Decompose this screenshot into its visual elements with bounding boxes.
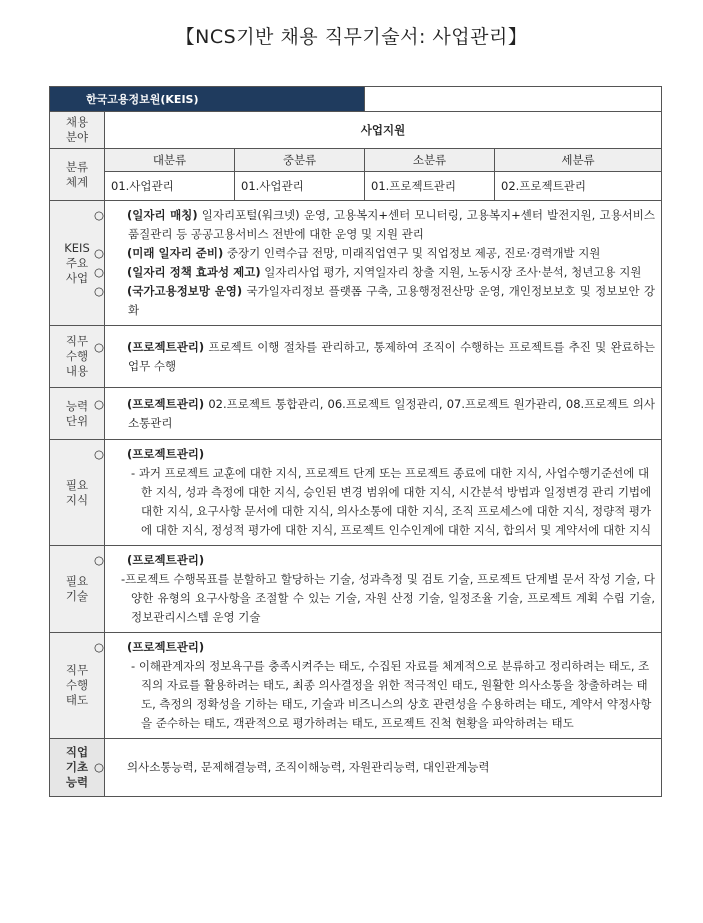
bullet-icon: ○ xyxy=(94,447,105,461)
knowledge-label: 필요 지식 xyxy=(50,440,105,546)
bullet-icon: ○ xyxy=(94,265,105,279)
competency-unit-label: 능력 단위 xyxy=(50,388,105,440)
classification-header-detail: 세분류 xyxy=(495,149,662,172)
knowledge-value: ○ (프로젝트관리) - 과거 프로젝트 교훈에 대한 지식, 프로젝트 단계 또는 프로젝트 종료에 대한 지식, 사업수행기준선에 대한 지식, 성과 측정에 대한 지식, 승인된 변경 범위에 대한 지식, 시간분석 방법과 일정변경 관리 기법에 대한 지식, 요구사항 문서에 대한 지식, 의사소통에 대한 지식, 조직 프로세스에 대한 지식, 정량적 평가에 대한 지식, 정성적 평가에 대한 지식, 프로젝트 인수인계에 대한 지식, 합의서 및 계약서에 대한 지식 xyxy=(105,440,662,546)
keis-business-row xyxy=(50,201,662,326)
bullet-icon: ○ xyxy=(94,396,105,411)
skills-value: ○ (프로젝트관리) -프로젝트 수행목표를 분할하고 할당하는 기술, 성과측정 및 검토 기술, 프로젝트 단계별 문서 작성 기술, 다양한 유형의 요구사항을 조절할 수 있는 기술, 자원 산정 기술, 일정조율 기술, 프로젝트 계획 수립 기술, 정보관리시스템 운영 기술 xyxy=(105,546,662,633)
skills-row xyxy=(50,546,662,633)
classification-value-detail: 02.프로젝트관리 xyxy=(495,172,662,201)
keis-business-item: ○ (미래 일자리 준비) 중장기 인력수급 전망, 미래직업연구 및 직업정보 제공, 진로·경력개발 지원 xyxy=(111,244,655,263)
field-row xyxy=(50,112,662,149)
job-description-table xyxy=(49,86,662,797)
keis-business-item: ○ (일자리 매칭) 일자리포털(워크넷) 운영, 고용복지+센터 모니터링, 고용복지+센터 발전지원, 고용서비스 품질관리 등 공공고용서비스 전반에 대한 운영 및 지원 관리 xyxy=(94,208,656,241)
bullet-icon: ○ xyxy=(94,339,105,354)
duty-content-value: ○ (프로젝트관리) 프로젝트 이행 절차를 관리하고, 통제하여 조직이 수행하는 프로젝트를 추진 및 완료하는 업무 수행 xyxy=(105,326,662,388)
competency-unit-row xyxy=(50,388,662,440)
org-header-blank xyxy=(365,87,662,112)
classification-header-minor: 소분류 xyxy=(365,149,495,172)
bullet-icon: ○ xyxy=(94,208,105,222)
skills-label: 필요 기술 xyxy=(50,546,105,633)
duty-content-label: 직무 수행 내용 xyxy=(50,326,105,388)
keis-business-content xyxy=(94,201,662,326)
knowledge-row xyxy=(50,440,662,546)
attitude-label: 직무 수행 태도 xyxy=(50,633,105,739)
keis-business-item: ○ (일자리 정책 효과성 제고) 일자리사업 평가, 지역일자리 창출 지원, 노동시장 조사·분석, 청년고용 지원 xyxy=(111,263,655,282)
attitude-value: ○ (프로젝트관리) - 이해관계자의 정보욕구를 충족시켜주는 태도, 수집된 자료를 체계적으로 분류하고 정리하려는 태도, 조직의 자료를 활용하려는 태도, 최종 의사결정을 위한 적극적인 태도, 원활한 의사소통을 창출하려는 태도, 측정의 정확성을 기하는 태도, 기술과 비즈니스의 상호 관련성을 수용하려는 태도, 계약서 약정사항을 준수하는 태도, 객관적으로 평가하려는 태도, 프로젝트 진척 현황을 파악하려는 태도 xyxy=(105,633,662,739)
field-value: 사업지원 xyxy=(105,112,662,149)
bullet-icon: ○ xyxy=(94,760,105,774)
basic-ability-row xyxy=(50,739,662,797)
duty-content-row xyxy=(50,326,662,388)
classification-label: 분류 체계 xyxy=(50,149,105,201)
keis-business-item: ○ (국가고용정보망 운영) 국가일자리정보 플랫폼 구축, 고용행정전산망 운영, 개인정보보호 및 정보보안 강화 xyxy=(94,284,656,317)
org-name: 한국고용정보원(KEIS) xyxy=(50,87,365,112)
classification-value-row xyxy=(50,172,662,201)
page-title: 【NCS기반 채용 직무기술서: 사업관리】 xyxy=(175,26,528,48)
classification-value-middle: 01.사업관리 xyxy=(235,172,365,201)
competency-unit-value: ○ (프로젝트관리) 02.프로젝트 통합관리, 06.프로젝트 일정관리, 07.프로젝트 원가관리, 08.프로젝트 의사소통관리 xyxy=(105,388,662,440)
classification-header-major: 대분류 xyxy=(105,149,235,172)
classification-value-minor: 01.프로젝트관리 xyxy=(365,172,495,201)
bullet-icon: ○ xyxy=(94,553,105,567)
field-label: 채용 분야 xyxy=(50,112,105,149)
bullet-icon: ○ xyxy=(94,640,105,654)
basic-ability-value: ○ 의사소통능력, 문제해결능력, 조직이해능력, 자원관리능력, 대인관계능력 xyxy=(105,739,662,797)
org-header-row xyxy=(50,87,662,112)
classification-header-middle: 중분류 xyxy=(235,149,365,172)
basic-ability-label: 직업 기초 능력 xyxy=(50,739,105,797)
classification-header-row xyxy=(50,149,662,172)
bullet-icon: ○ xyxy=(94,246,105,260)
bullet-icon: ○ xyxy=(94,284,105,298)
classification-value-major: 01.사업관리 xyxy=(105,172,235,201)
keis-business-label: KEIS 주요 사업 xyxy=(50,201,105,326)
attitude-row xyxy=(50,633,662,739)
